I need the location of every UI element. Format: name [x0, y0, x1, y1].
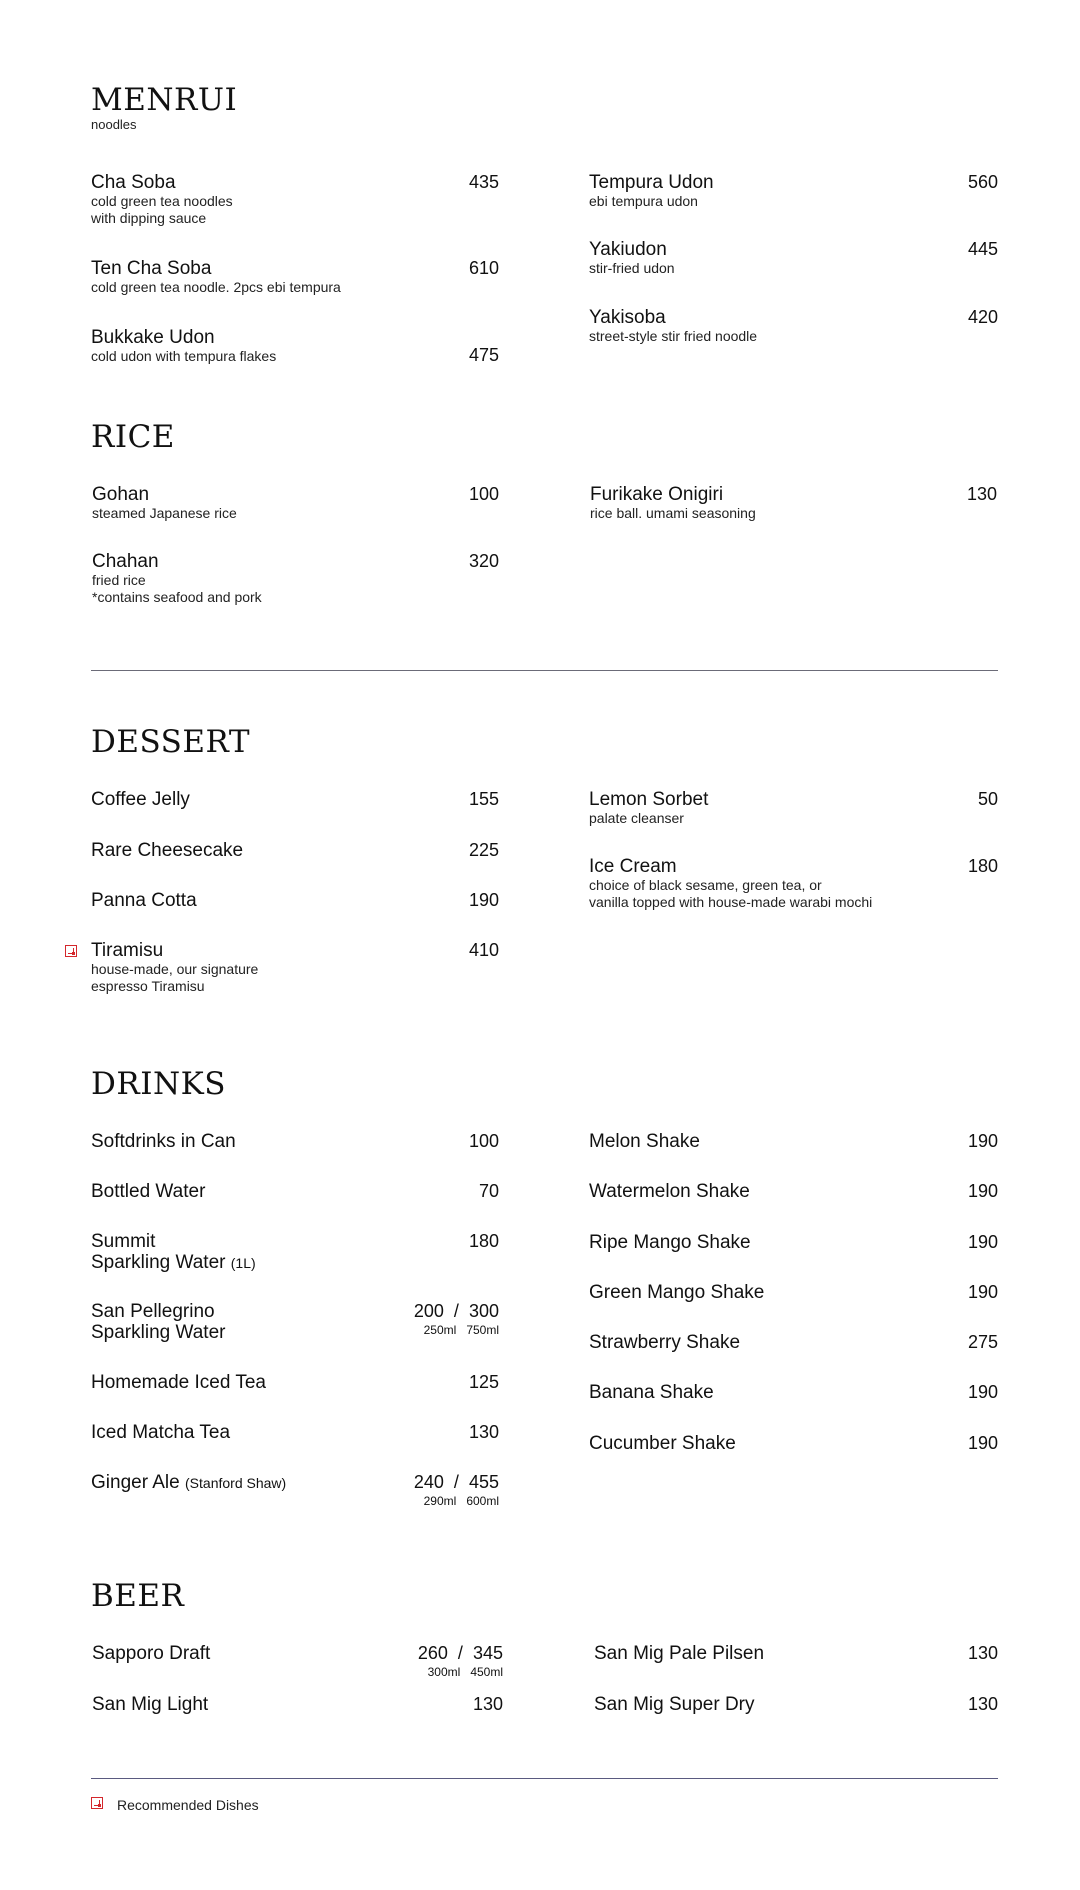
item-name-text: Sparkling Water [91, 1252, 226, 1273]
menu-item [92, 551, 499, 606]
size-pair [414, 1322, 499, 1338]
item-name: Chahan [92, 551, 159, 572]
menu-item [91, 940, 499, 995]
item-name: Tempura Udon [589, 172, 714, 193]
item-desc: steamed Japanese rice [92, 505, 237, 521]
item-name: Furikake Onigiri [590, 484, 724, 505]
item-name: Summit [91, 1231, 156, 1252]
size-a: 300ml [427, 1665, 461, 1679]
price-separator: / [453, 1301, 459, 1321]
section-subtitle-menrui: noodles [91, 117, 137, 132]
item-name: San Mig Super Dry [594, 1694, 755, 1715]
menu-item [92, 1643, 503, 1679]
item-price: 610 [468, 258, 499, 278]
price-separator: / [453, 1472, 459, 1492]
item-price: 190 [967, 1131, 998, 1151]
menu-item [91, 1422, 499, 1443]
item-name: Cha Soba [91, 172, 176, 193]
item-price: 225 [468, 840, 499, 860]
menu-item [590, 484, 997, 522]
item-price: 130 [967, 1694, 998, 1714]
item-name: Ginger Ale [91, 1472, 180, 1493]
section-title-menrui: MENRUI [91, 82, 238, 118]
recommended-legend-icon [91, 1797, 103, 1809]
item-name: Lemon Sorbet [589, 789, 709, 810]
item-note: (1L) [230, 1255, 256, 1271]
menu-item [589, 789, 998, 827]
item-price-dual [414, 1301, 499, 1338]
item-price: 445 [967, 239, 998, 259]
item-name: Yakiudon [589, 239, 667, 260]
section-title-dessert: DESSERT [91, 724, 251, 760]
item-name: San Pellegrino [91, 1301, 215, 1322]
item-price: 190 [967, 1433, 998, 1453]
item-name: Rare Cheesecake [91, 840, 244, 861]
size-a: 290ml [423, 1494, 457, 1508]
item-name: Coffee Jelly [91, 789, 190, 810]
item-note: (Stanford Shaw) [185, 1475, 287, 1491]
item-name: Cucumber Shake [589, 1433, 736, 1454]
item-name: Panna Cotta [91, 890, 197, 911]
item-price: 130 [966, 484, 997, 504]
item-name: San Mig Pale Pilsen [594, 1643, 765, 1664]
item-price: 190 [967, 1282, 998, 1302]
menu-item [91, 1131, 499, 1152]
item-name: Sapporo Draft [92, 1643, 211, 1664]
item-price: 125 [468, 1372, 499, 1392]
menu-item [92, 484, 499, 522]
item-price: 475 [468, 345, 499, 365]
size-b: 750ml [466, 1323, 499, 1337]
legend-divider [91, 1778, 998, 1779]
item-desc: stir-fried udon [589, 260, 675, 276]
menu-item [91, 789, 499, 810]
section-title-drinks: DRINKS [91, 1066, 226, 1102]
item-name-line2 [91, 1252, 499, 1274]
item-price: 420 [967, 307, 998, 327]
item-price: 130 [472, 1694, 503, 1714]
item-desc: fried rice [92, 572, 146, 588]
menu-item [589, 856, 998, 911]
item-desc: espresso Tiramisu [91, 978, 205, 994]
item-price: 190 [967, 1181, 998, 1201]
item-price-dual [418, 1643, 503, 1680]
item-price: 155 [468, 789, 499, 809]
menu-item [91, 1181, 499, 1202]
item-price: 180 [468, 1231, 499, 1251]
item-name: Green Mango Shake [589, 1282, 765, 1303]
menu-item [589, 1433, 998, 1454]
price-pair [418, 1643, 503, 1664]
item-desc: *contains seafood and pork [92, 589, 262, 605]
item-name: Yakisoba [589, 307, 666, 328]
size-pair [418, 1664, 503, 1680]
item-name: Tiramisu [91, 940, 164, 961]
item-name: Ripe Mango Shake [589, 1232, 751, 1253]
menu-item [92, 1694, 503, 1715]
item-name: Softdrinks in Can [91, 1131, 236, 1152]
menu-item [91, 1231, 499, 1274]
item-price: 100 [468, 484, 499, 504]
item-price: 190 [468, 890, 499, 910]
price-separator: / [457, 1643, 463, 1663]
legend-text: Recommended Dishes [117, 1797, 259, 1813]
item-price: 130 [967, 1643, 998, 1663]
item-desc: house-made, our signature [91, 961, 259, 977]
item-desc: vanilla topped with house-made warabi mochi [589, 894, 873, 910]
item-name: Strawberry Shake [589, 1332, 741, 1353]
menu-item [589, 1181, 998, 1202]
item-name: Bottled Water [91, 1181, 206, 1202]
price-b: 300 [468, 1301, 499, 1321]
item-desc: cold udon with tempura flakes [91, 348, 277, 364]
price-b: 455 [468, 1472, 499, 1492]
item-name: Banana Shake [589, 1382, 714, 1403]
item-price: 435 [468, 172, 499, 192]
menu-item [91, 258, 499, 296]
price-pair [414, 1472, 499, 1493]
menu-item [589, 239, 998, 277]
item-name: Watermelon Shake [589, 1181, 750, 1202]
size-b: 450ml [470, 1665, 503, 1679]
menu-item [589, 172, 998, 210]
price-pair [414, 1301, 499, 1322]
item-price: 190 [967, 1232, 998, 1252]
item-price: 190 [967, 1382, 998, 1402]
item-desc: with dipping sauce [91, 210, 207, 226]
menu-item [589, 1232, 998, 1253]
section-title-beer: BEER [91, 1578, 185, 1614]
item-desc: cold green tea noodle. 2pcs ebi tempura [91, 279, 341, 295]
item-price: 70 [478, 1181, 499, 1201]
item-name: Ten Cha Soba [91, 258, 212, 279]
item-price: 130 [468, 1422, 499, 1442]
item-desc: rice ball. umami seasoning [590, 505, 756, 521]
item-name-line2: Sparkling Water [91, 1322, 226, 1343]
price-b: 345 [472, 1643, 503, 1663]
item-name: Melon Shake [589, 1131, 700, 1152]
menu-item [91, 890, 499, 911]
menu-item [589, 1282, 998, 1303]
item-desc: ebi tempura udon [589, 193, 698, 209]
menu-item [589, 1131, 998, 1152]
item-price: 560 [967, 172, 998, 192]
item-name: Bukkake Udon [91, 327, 215, 348]
section-title-rice: RICE [91, 419, 175, 455]
item-price: 320 [468, 551, 499, 571]
item-name: Homemade Iced Tea [91, 1372, 266, 1393]
item-desc: street-style stir fried noodle [589, 328, 758, 344]
size-a: 250ml [423, 1323, 457, 1337]
menu-item [91, 1472, 499, 1508]
item-price: 275 [967, 1332, 998, 1352]
recommended-icon [65, 945, 77, 957]
item-desc: cold green tea noodles [91, 193, 233, 209]
menu-item [91, 172, 499, 227]
menu-item [589, 1332, 998, 1353]
item-price: 100 [468, 1131, 499, 1151]
menu-item [589, 307, 998, 345]
item-desc: choice of black sesame, green tea, or [589, 877, 822, 893]
menu-item [91, 327, 499, 365]
item-name: San Mig Light [92, 1694, 209, 1715]
item-price: 180 [967, 856, 998, 876]
item-name: Gohan [92, 484, 150, 505]
item-desc: palate cleanser [589, 810, 684, 826]
menu-item [91, 840, 499, 861]
size-pair [414, 1493, 499, 1509]
menu-item [91, 1372, 499, 1393]
menu-item [594, 1643, 998, 1664]
item-price-dual [414, 1472, 499, 1509]
item-price: 410 [468, 940, 499, 960]
item-name: Ice Cream [589, 856, 677, 877]
menu-item [594, 1694, 998, 1715]
price-a: 200 [413, 1301, 444, 1321]
item-name: Iced Matcha Tea [91, 1422, 231, 1443]
item-price: 50 [977, 789, 998, 809]
section-divider [91, 670, 998, 671]
menu-item [91, 1301, 499, 1343]
price-a: 260 [417, 1643, 448, 1663]
size-b: 600ml [466, 1494, 499, 1508]
menu-item [589, 1382, 998, 1403]
price-a: 240 [413, 1472, 444, 1492]
